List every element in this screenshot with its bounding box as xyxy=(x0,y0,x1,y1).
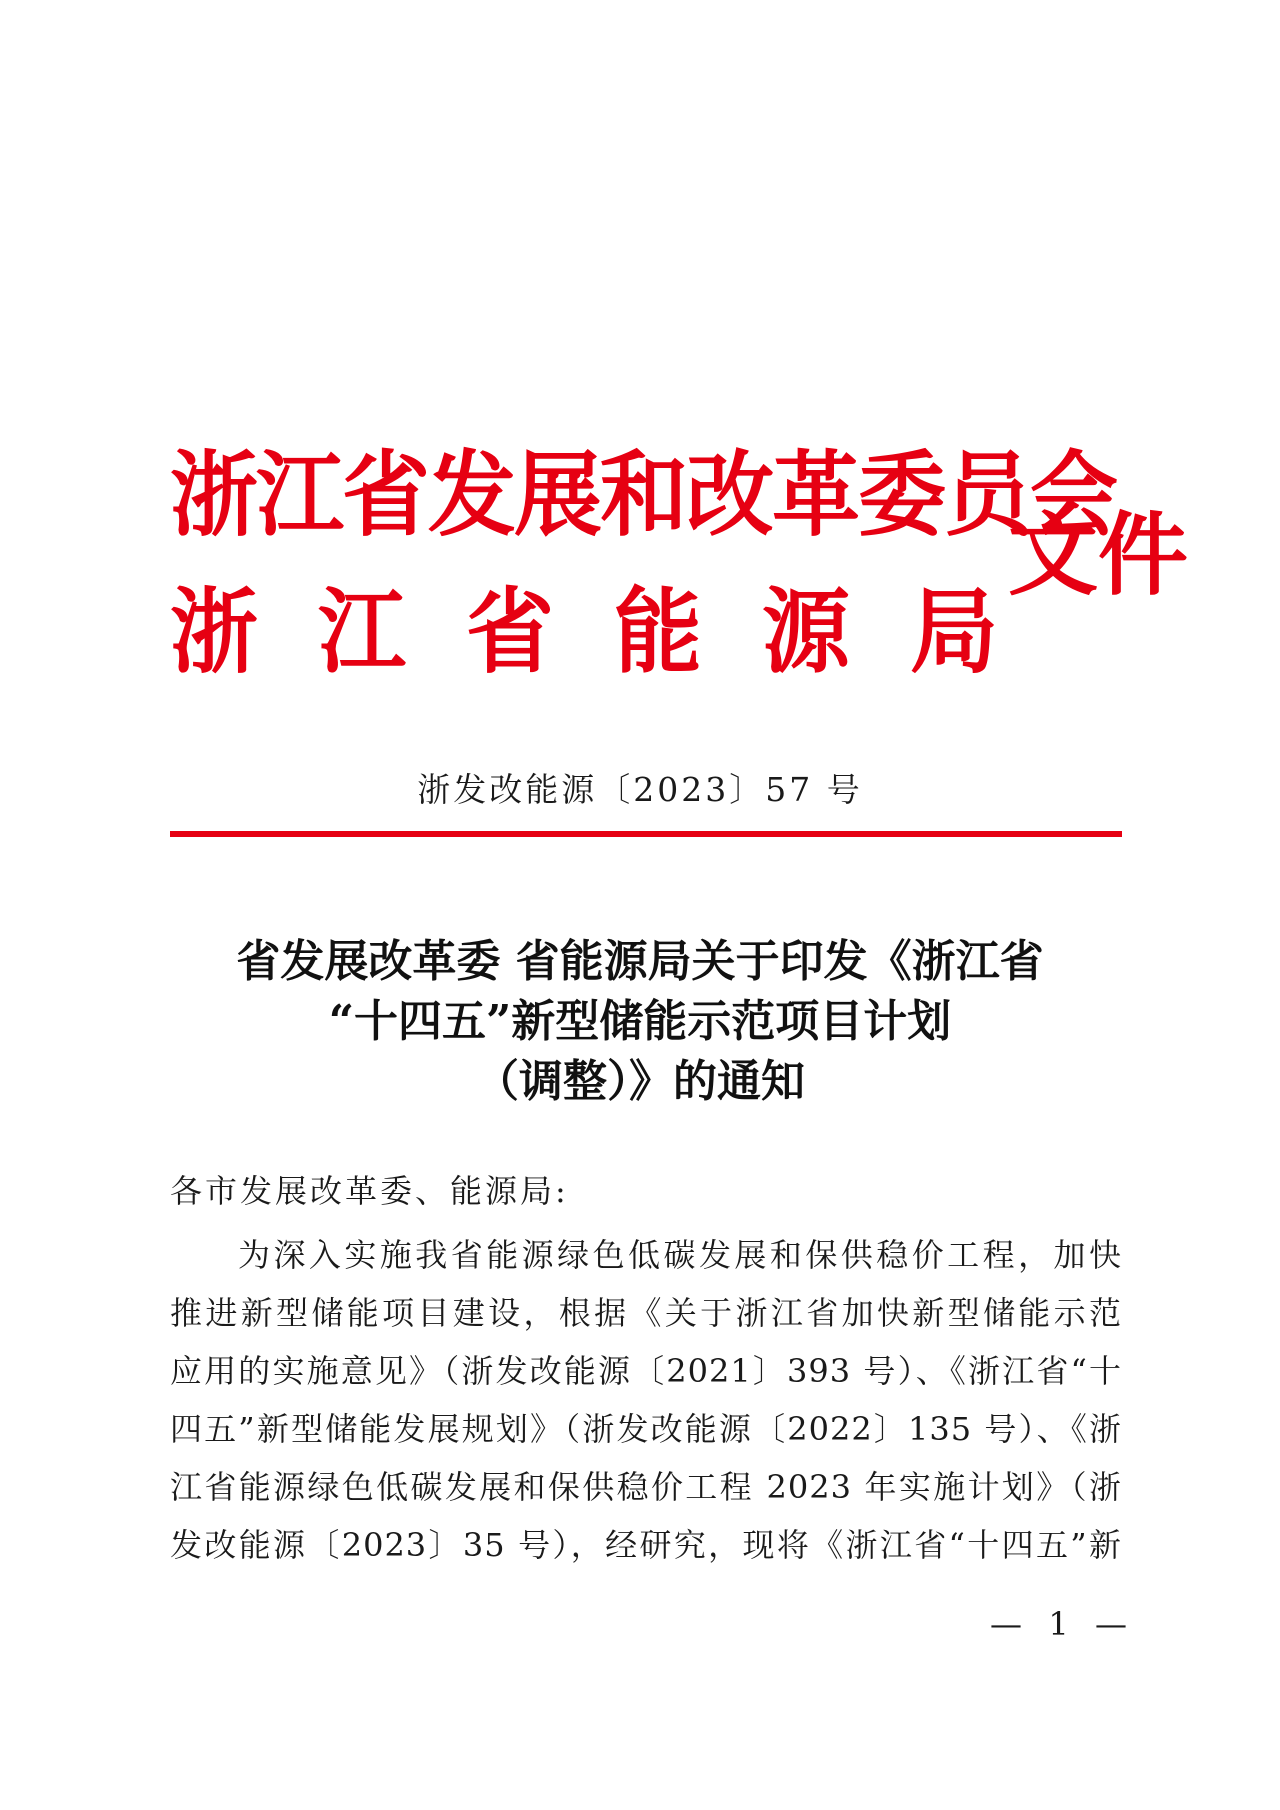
org-char: 能 xyxy=(614,576,703,686)
body-line: 四五”新型储能发展规划》（浙发改能源〔2022〕135 号）、《浙 xyxy=(170,1410,1122,1448)
org-char: 源 xyxy=(762,576,851,686)
body-line: 江省能源绿色低碳发展和保供稳价工程 2023 年实施计划》（浙 xyxy=(170,1468,1122,1506)
title-line: （调整）》的通知 xyxy=(475,1056,805,1107)
document-suffix: 文件 xyxy=(1008,502,1188,608)
org-char: 浙 xyxy=(170,576,259,686)
salutation: 各市发展改革委、能源局: xyxy=(170,1172,569,1210)
title-line: “十四五”新型储能示范项目计划 xyxy=(328,996,952,1047)
issuing-org-ndrc: 浙江省发展和改革委员会 xyxy=(170,439,1117,549)
org-char: 省 xyxy=(466,576,555,686)
body-paragraph xyxy=(170,1226,1122,1574)
org-char: 江 xyxy=(318,576,407,686)
page-number: — 1 — xyxy=(990,1605,1130,1643)
body-line: 应用的实施意见》（浙发改能源〔2021〕393 号）、《浙江省“十 xyxy=(170,1352,1122,1390)
body-line: 发改能源〔2023〕35 号），经研究，现将《浙江省“十四五”新 xyxy=(170,1526,1122,1564)
body-line: 推进新型储能项目建设，根据《关于浙江省加快新型储能示范 xyxy=(170,1294,1122,1332)
title-line: 省发展改革委 省能源局关于印发《浙江省 xyxy=(236,936,1044,987)
document-title xyxy=(0,932,1280,1112)
issuing-org-energy-bureau xyxy=(170,576,999,686)
red-divider-line xyxy=(170,831,1122,837)
document-number: 浙发改能源〔2023〕57 号 xyxy=(417,770,863,809)
body-line: 为深入实施我省能源绿色低碳发展和保供稳价工程，加快 xyxy=(238,1236,1122,1274)
org-char: 局 xyxy=(910,576,999,686)
